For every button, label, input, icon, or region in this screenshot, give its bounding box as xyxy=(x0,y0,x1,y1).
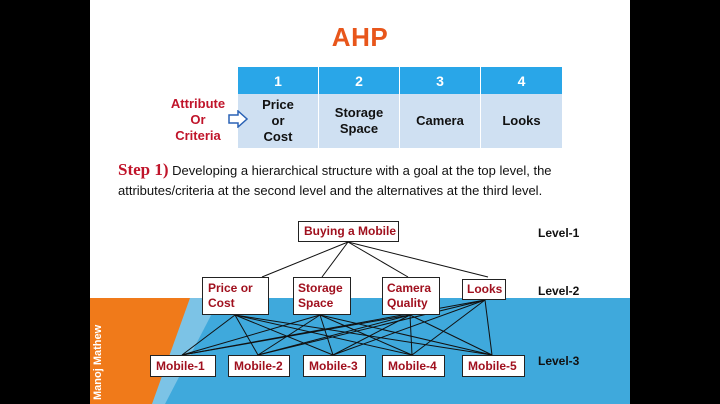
cell-line: Storage xyxy=(334,105,384,120)
node-line: Space xyxy=(298,296,334,310)
criterion-node-price-cost xyxy=(202,277,269,315)
connector-line xyxy=(235,315,492,355)
alternative-node-mobile-5: Mobile-5 xyxy=(462,355,525,377)
connector-line xyxy=(410,315,412,355)
cell-line: or xyxy=(271,113,285,128)
connector-line xyxy=(258,315,320,355)
level-label-1: Level-1 xyxy=(538,226,580,240)
alternative-node-mobile-2: Mobile-2 xyxy=(228,355,290,377)
column-number-3: 3 xyxy=(400,67,481,94)
column-number-2: 2 xyxy=(319,67,400,94)
row-label-line: Attribute xyxy=(170,96,226,111)
node-line: Price or xyxy=(208,281,253,295)
node-line: Storage xyxy=(298,281,343,295)
connector-line xyxy=(320,315,492,355)
level-label-3: Level-3 xyxy=(538,354,580,368)
node-line: Quality xyxy=(387,296,428,310)
connector-line xyxy=(182,315,235,355)
alternative-node-mobile-1: Mobile-1 xyxy=(150,355,216,377)
author-credit: Manoj Mathew xyxy=(92,324,104,400)
level-label-2: Level-2 xyxy=(538,284,580,298)
hierarchy-connectors xyxy=(90,0,630,404)
step-label: Step 1) xyxy=(118,160,169,179)
criterion-node-camera-quality xyxy=(382,277,440,315)
node-line: Looks xyxy=(467,282,503,296)
connector-line xyxy=(348,242,408,277)
cell-line: Space xyxy=(339,121,379,136)
alternative-node-mobile-4: Mobile-4 xyxy=(382,355,445,377)
criterion-node-looks xyxy=(462,279,506,300)
goal-node: Buying a Mobile xyxy=(298,221,399,242)
column-number-1: 1 xyxy=(238,67,319,94)
slide-title: AHP xyxy=(331,22,389,52)
row-label-line: Criteria xyxy=(175,128,221,143)
column-number-4: 4 xyxy=(481,67,562,94)
cell-line: Camera xyxy=(416,113,464,128)
step-text: Developing a hierarchical structure with a goal at the top level, the attributes/criteria at the second level and the alternatives at the third level. xyxy=(118,163,552,198)
row-label-line: Or xyxy=(190,112,206,127)
criterion-node-storage-space xyxy=(293,277,351,315)
node-line: Cost xyxy=(208,296,235,310)
alternative-node-mobile-3: Mobile-3 xyxy=(303,355,366,377)
cell-line: Cost xyxy=(263,129,293,144)
connector-line xyxy=(485,300,492,355)
connector-line xyxy=(235,315,258,355)
connector-line xyxy=(348,242,488,277)
cell-line: Price xyxy=(262,97,294,112)
cell-line: Looks xyxy=(502,113,541,128)
slide xyxy=(90,0,630,404)
node-line: Camera xyxy=(387,281,432,295)
